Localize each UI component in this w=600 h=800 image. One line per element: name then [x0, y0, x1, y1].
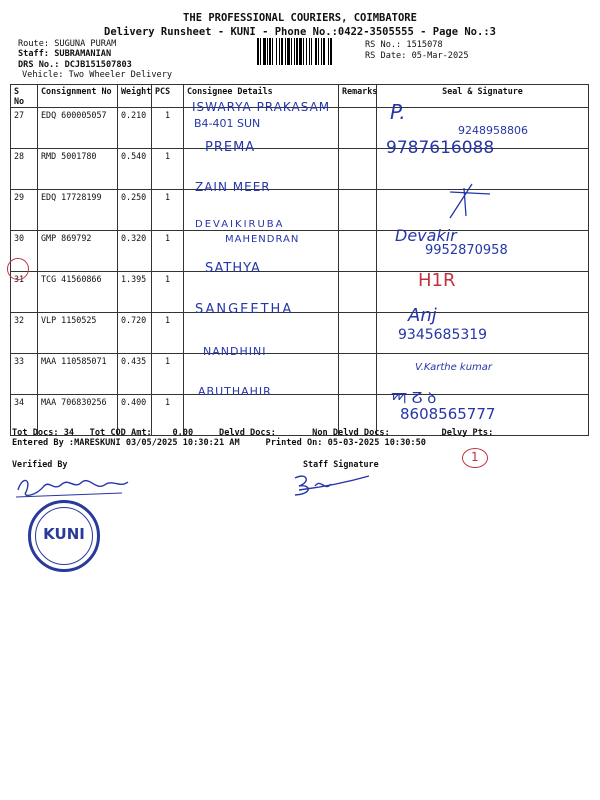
cell-pcs: 1 — [152, 149, 184, 190]
route-value: SUGUNA PURAM — [54, 39, 117, 49]
non-delivered-docs-label: Non Delvd Docs: — [312, 428, 390, 438]
handwritten-consignee-32: SANGEETHA — [195, 302, 294, 317]
rs-no-value: 1515078 — [406, 40, 443, 50]
total-cod: 0.00 — [172, 428, 194, 438]
cell-remarks — [339, 108, 377, 149]
cell-weight: 0.210 — [118, 108, 152, 149]
totals-line: Tot Docs: 34 Tot COD Amt: 0.00 Delvd Docs: Non Delvd Docs: Delvy Pts: — [12, 428, 494, 438]
col-sno: S No — [11, 85, 38, 108]
col-weight: Weight — [118, 85, 152, 108]
cell-weight: 0.250 — [118, 190, 152, 231]
entered-printed-line: Entered By :MARESKUNI 03/05/2025 10:30:21 AM Printed On: 05-03-2025 10:30:50 — [12, 438, 426, 448]
vehicle-line: Vehicle: Two Wheeler Delivery — [22, 70, 173, 80]
handwritten-consignee-30-line2: MAHENDRAN — [225, 234, 300, 245]
staff-value: SUBRAMANIAN — [54, 49, 112, 59]
table-row — [11, 313, 589, 354]
cell-consignment: VLP 1150525 — [38, 313, 118, 354]
handwritten-phone-34: 8608565777 — [400, 405, 496, 423]
handwritten-page-mark: 1 — [471, 450, 479, 464]
cell-pcs: 1 — [152, 395, 184, 436]
handwritten-signature-29 — [420, 180, 510, 220]
cell-weight: 1.395 — [118, 272, 152, 313]
cell-weight: 0.720 — [118, 313, 152, 354]
cell-remarks — [339, 190, 377, 231]
cell-pcs: 1 — [152, 190, 184, 231]
vehicle-value: Two Wheeler Delivery — [68, 70, 173, 80]
barcode — [257, 38, 357, 65]
handwritten-signature-33: V.Karthe kumar — [415, 362, 493, 373]
cell-sno: 32 — [11, 313, 38, 354]
col-consignee: Consignee Details — [184, 85, 339, 108]
cell-remarks — [339, 354, 377, 395]
cell-sno: 30 — [11, 231, 38, 272]
cell-pcs: 1 — [152, 354, 184, 395]
handwritten-consignee-30-line1: DEVAIKIRUBA — [195, 219, 285, 230]
cell-sno: 29 — [11, 190, 38, 231]
col-seal-signature: Seal & Signature — [377, 85, 589, 108]
handwritten-consignee-33: NANDHINI — [203, 345, 267, 358]
handwritten-remark-31: H1R — [418, 270, 456, 291]
total-docs: 34 — [63, 428, 75, 438]
handwritten-consignee-34: ABUTHAHIR — [198, 385, 272, 398]
cell-pcs: 1 — [152, 272, 184, 313]
cell-sno: 34 — [11, 395, 38, 436]
kuni-stamp — [28, 500, 100, 572]
cell-consignment: MAA 110585071 — [38, 354, 118, 395]
col-pcs: PCS — [152, 85, 184, 108]
cell-weight: 0.435 — [118, 354, 152, 395]
staff-signature-label: Staff Signature — [303, 459, 379, 469]
handwritten-signature-30: Devakir — [395, 226, 457, 245]
table-row — [11, 272, 589, 313]
cell-sno: 33 — [11, 354, 38, 395]
cell-remarks — [339, 149, 377, 190]
rs-no-line: RS No.: 1515078 — [365, 40, 443, 50]
cell-weight: 0.400 — [118, 395, 152, 436]
staff-signature — [285, 468, 375, 500]
col-consignment: Consignment No — [38, 85, 118, 108]
route-line: Route: SUGUNA PURAM — [18, 39, 117, 49]
cell-consignment: TCG 41560866 — [38, 272, 118, 313]
cell-sno: 31 — [11, 272, 38, 313]
handwritten-address-27: B4-401 SUN — [194, 117, 261, 130]
cell-consignment: EDQ 17728199 — [38, 190, 118, 231]
drs-line: DRS No.: DCJB151507803 — [18, 60, 132, 70]
cell-sno: 27 — [11, 108, 38, 149]
cell-remarks — [339, 231, 377, 272]
handwritten-phone-28: 9787616088 — [386, 138, 495, 158]
handwritten-consignee-27: ISWARYA PRAKASAM — [192, 100, 331, 114]
printed-on: 05-03-2025 10:30:50 — [327, 438, 426, 448]
entered-by: MARESKUNI 03/05/2025 10:30:21 AM — [74, 438, 240, 448]
handwritten-phone-27: 9248958806 — [458, 124, 528, 137]
handwritten-consignee-31: SATHYA — [205, 261, 261, 276]
cell-weight: 0.540 — [118, 149, 152, 190]
handwritten-consignee-28: PREMA — [205, 140, 256, 155]
cell-pcs: 1 — [152, 313, 184, 354]
handwritten-signature-34: ꠈ ⵒ ꝺ — [392, 389, 437, 407]
table-row — [11, 354, 589, 395]
delivered-docs-label: Delvd Docs: — [219, 428, 276, 438]
drs-value: DCJB151507803 — [64, 60, 132, 70]
staff-line: Staff: SUBRAMANIAN — [18, 49, 112, 59]
cell-consignment: EDQ 600005057 — [38, 108, 118, 149]
cell-weight: 0.320 — [118, 231, 152, 272]
handwritten-consignee-29: ZAIN MEER — [195, 180, 271, 194]
cell-sno: 28 — [11, 149, 38, 190]
red-circle-mark — [7, 258, 29, 280]
kuni-stamp-text: KUNI — [43, 525, 85, 543]
cell-consignment: RMD 5001780 — [38, 149, 118, 190]
company-name: THE PROFESSIONAL COURIERS, COIMBATORE — [183, 12, 417, 24]
handwritten-phone-32: 9345685319 — [398, 327, 488, 343]
cell-remarks — [339, 272, 377, 313]
verified-by-signature — [10, 470, 135, 502]
cell-remarks — [339, 313, 377, 354]
handwritten-signature-32: Anj — [408, 305, 437, 326]
handwritten-signature-27: P. — [390, 100, 406, 124]
rs-date-line: RS Date: 05-Mar-2025 — [365, 51, 469, 61]
delivery-points-label: Delvy Pts: — [441, 428, 494, 438]
barcode-bar — [332, 38, 333, 65]
rs-date-value: 05-Mar-2025 — [411, 51, 469, 61]
cell-pcs: 1 — [152, 108, 184, 149]
verified-by-label: Verified By — [12, 459, 68, 469]
runsheet-title: Delivery Runsheet - KUNI - Phone No.:0422-3505555 - Page No.:3 — [104, 26, 496, 38]
cell-consignment: MAA 706830256 — [38, 395, 118, 436]
cell-consignment: GMP 869792 — [38, 231, 118, 272]
handwritten-phone-30: 9952870958 — [425, 243, 508, 258]
col-remarks: Remarks — [339, 85, 377, 108]
cell-pcs: 1 — [152, 231, 184, 272]
